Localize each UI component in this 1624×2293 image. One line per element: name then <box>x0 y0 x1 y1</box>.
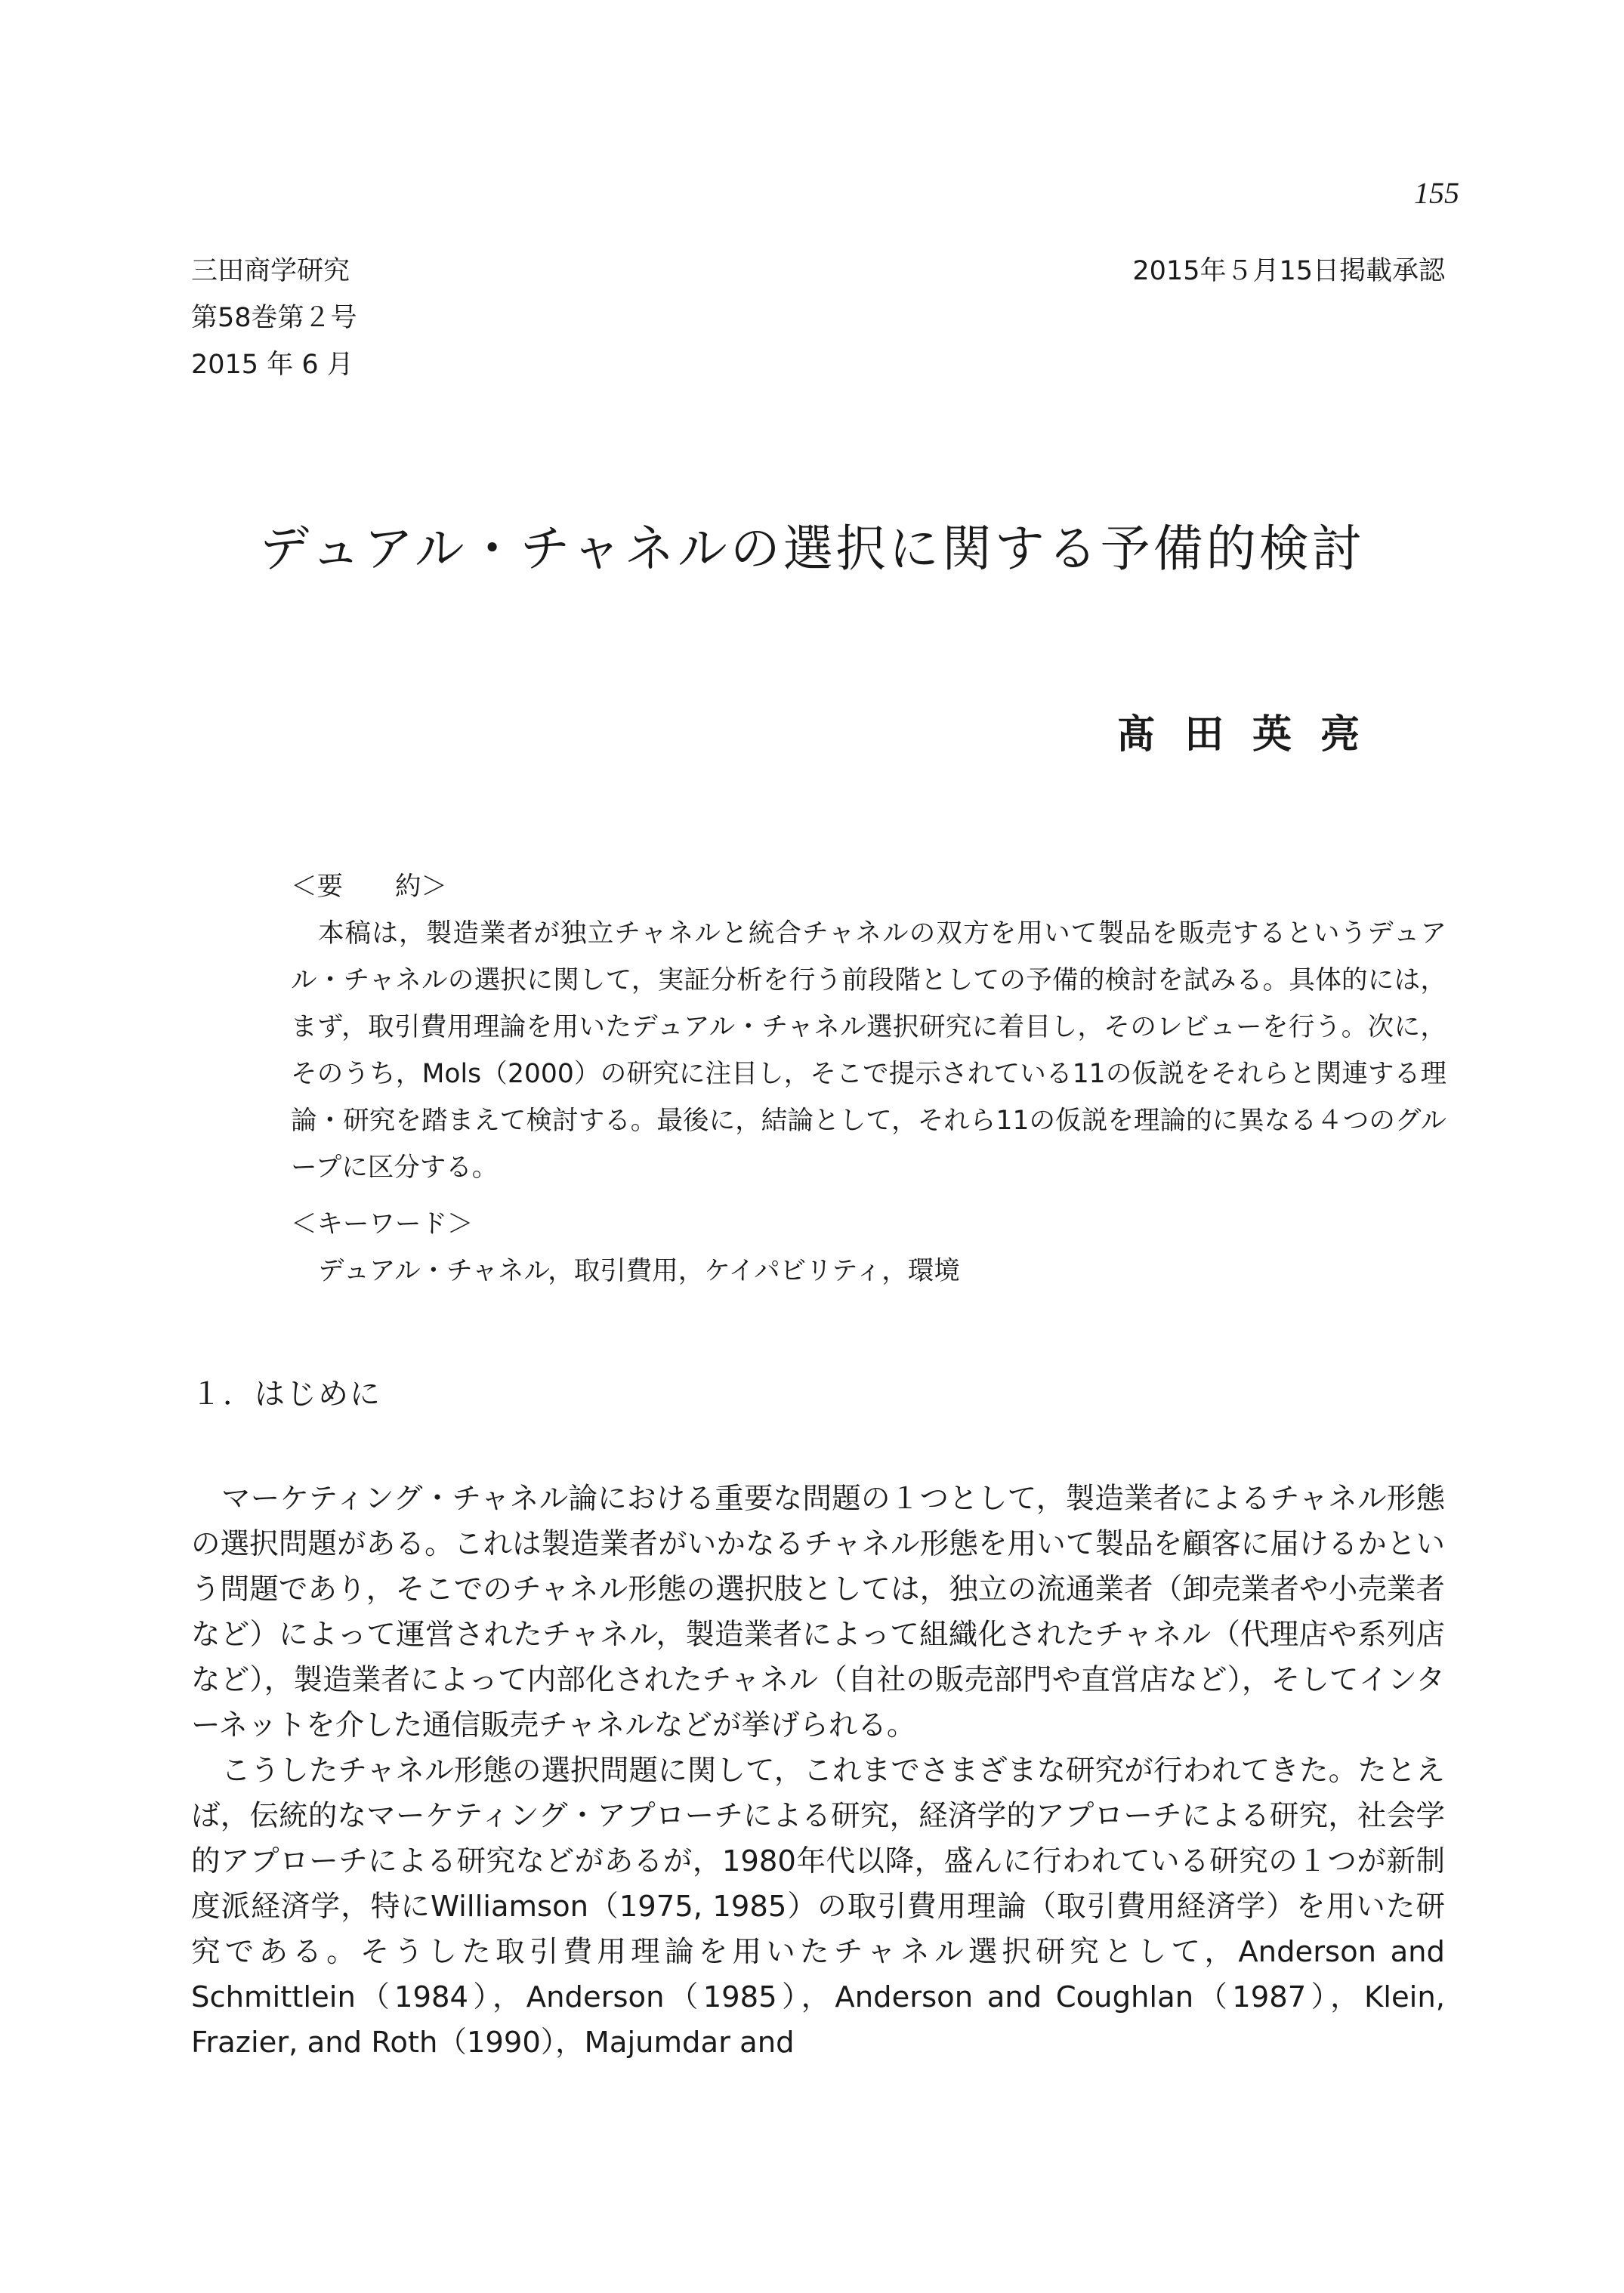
body-paragraph-2: こうしたチャネル形態の選択問題に関して，これまでさまざまな研究が行われてきた。たとえば，伝統的なマーケティング・アプローチによる研究，経済学的アプローチによる研究，社会学的アプローチによる研究などがあるが，1980年代以降，盛んに行われている研究の１つが新制度派経済学，特にWilliamson（1975, 1985）の取引費用理論（取引費用経済学）を用いた研究である。そうした取引費用理論を用いたチャネル選択研究として，Anderson and Schmittlein（1984），Anderson（1985），Anderson and Coughlan（1987），Klein, Frazier, and Roth（1990），Majumdar and <box>191 1754 1445 2060</box>
keywords-list: デュアル・チャネル，取引費用，ケイパビリティ，環境 <box>318 1256 960 1286</box>
volume-issue: 第58巻第２号 <box>191 303 357 333</box>
abstract-body: 本稿は，製造業者が独立チャネルと統合チャネルの双方を用いて製品を販売するというデュアル・チャネルの選択に関して，実証分析を行う前段階としての予備的検討を試みる。具体的には，まず，取引費用理論を用いたデュアル・チャネル選択研究に着目し，そのレビューを行う。次に，そのうち，Mols（2000）の研究に注目し，そこで提示されている11の仮説をそれらと関連する理論・研究を踏まえて検討する。最後に，結論として，それら11の仮説を理論的に異なる４つのグループに区分する。 <box>291 918 1446 1183</box>
article-title: デュアル・チャネルの選択に関する予備的検討 <box>259 520 1365 578</box>
section-body <box>191 1477 1445 2066</box>
body-paragraph-1: マーケティング・チャネル論における重要な問題の１つとして，製造業者によるチャネル形態の選択問題がある。これは製造業者がいかなるチャネル形態を用いて製品を顧客に届けるかという問題であり，そこでのチャネル形態の選択肢としては，独立の流通業者（卸売業者や小売業者など）によって運営されたチャネル，製造業者によって組織化されたチャネル（代理店や系列店など），製造業者によって内部化されたチャネル（自社の販売部門や直営店など），そしてインターネットを介した通信販売チャネルなどが挙げられる。 <box>191 1482 1445 1742</box>
issue-date: 2015 年 6 月 <box>191 350 354 380</box>
journal-name: 三田商学研究 <box>191 256 350 286</box>
keywords-heading: ＜キーワード＞ <box>291 1209 474 1239</box>
approval-note: 2015年５月15日掲載承認 <box>1132 256 1445 286</box>
journal-info <box>191 248 357 388</box>
author-name: 髙田英亮 <box>1116 711 1388 758</box>
abstract <box>291 863 1446 1191</box>
section-heading: １．はじめに <box>191 1377 381 1412</box>
page-number: 155 <box>1414 176 1459 210</box>
keywords <box>291 1201 1446 1295</box>
abstract-heading: ＜要 約＞ <box>291 872 447 902</box>
